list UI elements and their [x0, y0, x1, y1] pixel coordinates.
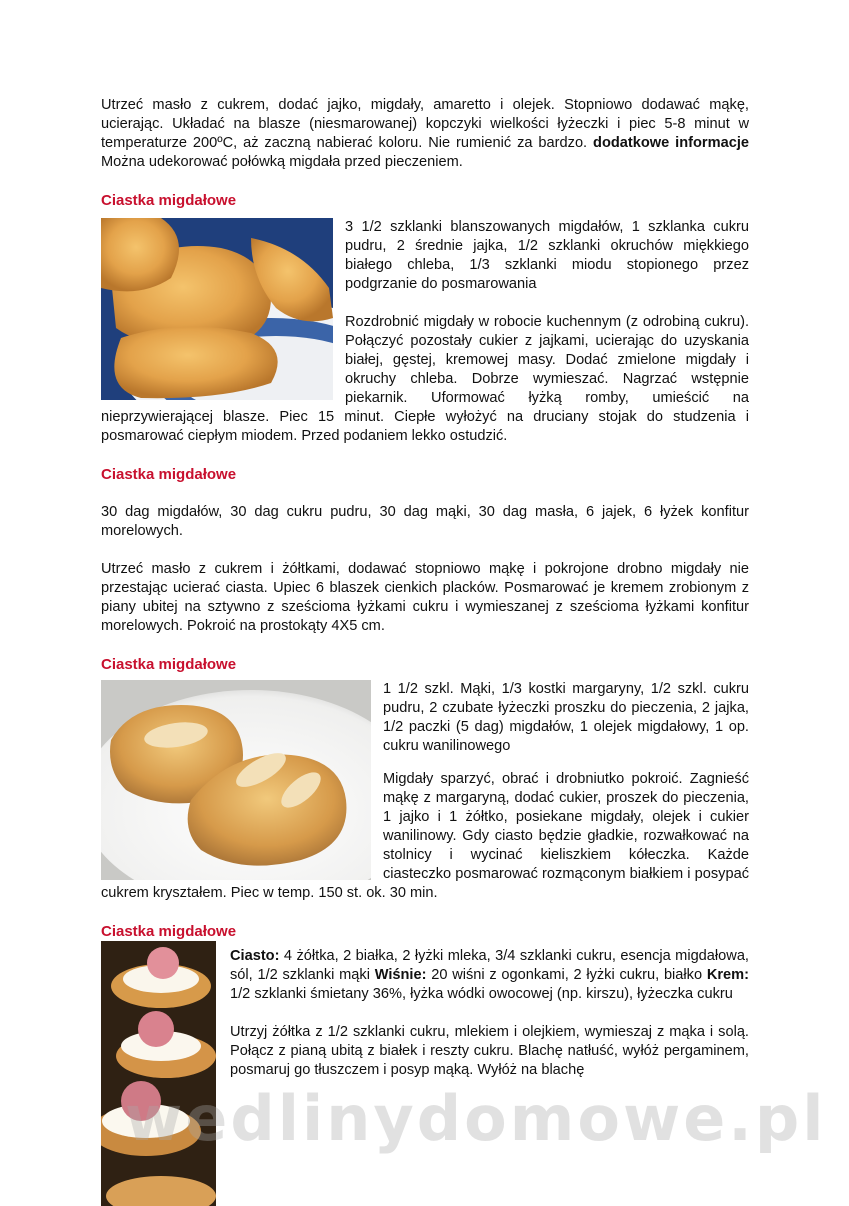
recipe-1-photo [101, 218, 333, 400]
intro-text: Utrzeć masło z cukrem, dodać jajko, migdały, amaretto i olejek. Stopniowo dodawać mąkę, ucierając. Układać na blasze (niesmarowanej) kopczyki wielkości łyżeczki i piec 5-8 minut w temperaturze 200ºC, aż zaczną nabierać koloru. Nie rumienić za bardzo. [101, 97, 749, 151]
recipe-4-title: Ciastka migdałowe [101, 923, 237, 940]
recipe-3-title: Ciastka migdałowe [101, 656, 237, 673]
wisnie-text: 20 wiśni z ogonkami, 2 łyżki cukru, białko [431, 967, 703, 983]
recipe-2-method: Utrzeć masło z cukrem i żółtkami, dodawać stopniowo mąkę i pokrojone drobno migdały nie przestając ucierać ciasta. Upiec 6 blaszek cienkich placków. Posmarować je kremem zrobionym z piany ubitej na sztywno z sześcioma łyżkami cukru i wymieszanej z sześcioma łyżkami konfitur morelowych. Pokroić na prostokąty 4X5 cm. [101, 561, 749, 634]
ciasto-label: Ciasto: [230, 948, 280, 964]
ciasto-text: 4 żółtka, 2 białka, 2 łyżki mleka, 3/4 szklanki cukru, esencja migdałowa, sól, 1/2 szklanki mąki [230, 948, 749, 983]
recipe-3-photo [101, 680, 371, 880]
recipe-3-method: Migdały sparzyć, obrać i drobniutko pokroić. Zagnieść mąkę z margaryną, dodać cukier, proszek do pieczenia, 1 jajko i 1 żółtko, posiekane migdały, olejek i cukier wanilinowy. Gdy ciasto będzie gładkie, rozwałkować na stolnicy i wycinać kieliszkiem kółeczka. Każde ciasteczko posmarować rozmąconym białkiem i posypać cukrem kryształem. Piec w temp. 150 st. ok. 30 min. [101, 771, 749, 901]
recipe-4-method: Utrzyj żółtka z 1/2 szklanki cukru, mlekiem i olejkiem, wymieszaj z mąka i solą. Połącz z pianą ubitą z białek i reszty cukru. Blachę natłuść, wyłóż pergaminem, posmaruj go tłuszczem i posyp mąką. Wyłóż na blachę [230, 1024, 749, 1078]
krem-text: 1/2 szklanki śmietany 36%, łyżka wódki owocowej (np. kirszu), łyżeczka cukru [230, 986, 733, 1002]
recipe-1-ingredients: 3 1/2 szklanki blanszowanych migdałów, 1 szklanka cukru pudru, 2 średnie jajka, 1/2 szklanki okruchów miękkiego białego chleba, 1/3 szklanki miodu stopionego przez podgrzanie do posmarowania [345, 219, 749, 292]
recipe-1-title: Ciastka migdałowe [101, 192, 237, 209]
recipe-2-ingredients: 30 dag migdałów, 30 dag cukru pudru, 30 dag mąki, 30 dag masła, 6 jajek, 6 łyżek konfitur morelowych. [101, 504, 749, 539]
recipe-2-title: Ciastka migdałowe [101, 466, 237, 483]
intro-paragraph [101, 96, 749, 172]
krem-label: Krem: [706, 967, 749, 983]
document-page [101, 96, 749, 1206]
recipe-3-ingredients: 1 1/2 szkl. Mąki, 1/3 kostki margaryny, 1/2 szkl. cukru pudru, 2 czubate łyżeczki proszku do pieczenia, 2 jajka, 1/2 paczki (5 dag) migdałów, 1 olejek migdałowy, 1 op. cukru wanilinowego [383, 681, 749, 754]
recipe-1-method: Rozdrobnić migdały w robocie kuchennym (z odrobiną cukru). Połączyć pozostały cukier z jajkami, ucierając do uzyskania białej, gęstej, kremowej masy. Dodać zmielone migdały i okruchy chleba. Dobrze wymieszać. Nagrzać wstępnie piekarnik. Uformować łyżką romby, umieścić na nieprzywierającej blasze. Piec 15 minut. Ciepłe wyłożyć na druciany stojak do studzenia i posmarować ciepłym miodem. Przed podaniem lekko ostudzić. [101, 314, 749, 444]
intro-tail: Można udekorować połówką migdała przed pieczeniem. [101, 154, 463, 170]
recipe-4-photo [101, 941, 216, 1206]
watermark: wedlinydomowe.pl [125, 1082, 827, 1155]
wisnie-label: Wiśnie: [374, 967, 427, 983]
intro-bold-label: dodatkowe informacje [593, 135, 749, 151]
